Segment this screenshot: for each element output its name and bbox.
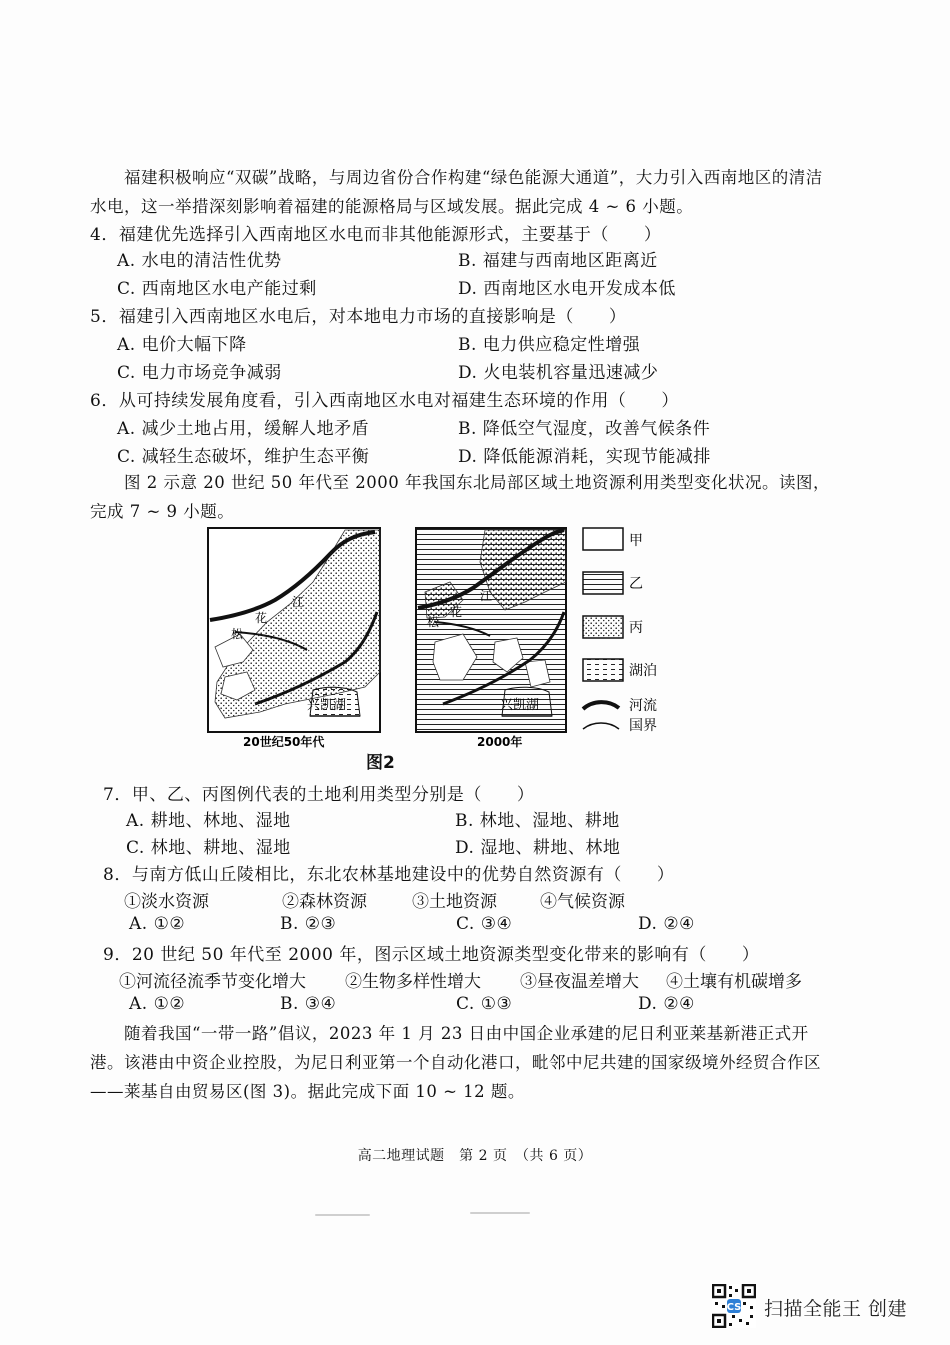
map2-lake-label: 兴凯湖 xyxy=(500,698,540,713)
question-6-option-c: C. 减轻生态破坏，维护生态平衡 xyxy=(117,447,370,467)
question-8-item-3: ③土地资源 xyxy=(412,892,497,912)
question-8-stem: 8．与南方低山丘陵相比，东北农林基地建设中的优势自然资源有（ ） xyxy=(103,865,675,885)
question-5-option-d: D. 火电装机容量迅速减少 xyxy=(458,363,659,383)
map-1950s xyxy=(208,528,380,749)
question-8-option-c: C. ③④ xyxy=(456,914,513,934)
question-4-option-c: C. 西南地区水电产能过剩 xyxy=(117,279,317,299)
page-footer: 高二地理试题 第 2 页 （共 6 页） xyxy=(357,1148,593,1164)
map1-lake-label: 兴凯湖 xyxy=(307,698,347,713)
scanner-watermark-text: 扫描全能王 创建 xyxy=(764,1298,908,1320)
question-5-option-b: B. 电力供应稳定性增强 xyxy=(458,335,641,355)
question-9-option-c: C. ①③ xyxy=(456,994,513,1014)
question-8-option-b: B. ②③ xyxy=(280,914,337,934)
question-6-option-d: D. 降低能源消耗，实现节能减排 xyxy=(458,447,711,467)
question-9-item-4: ④土壤有机碳增多 xyxy=(666,972,802,992)
question-8-item-4: ④气候资源 xyxy=(540,892,625,912)
passage-figure2-intro: 图 2 示意 20 世纪 50 年代至 2000 年我国东北局部区域土地资源利用类型变化状况。读图，完成 7 ~ 9 小题。 xyxy=(90,473,830,521)
figure-2-legend xyxy=(583,528,657,734)
question-5-option-c: C. 电力市场竞争减弱 xyxy=(117,363,282,383)
map2-river-char-jiang: 江 xyxy=(480,589,493,603)
figure-2-land-use-maps xyxy=(195,522,675,772)
question-6-option-b: B. 降低空气湿度，改善气候条件 xyxy=(458,419,711,439)
svg-text:CS: CS xyxy=(726,1302,742,1313)
legend-swatch-bing xyxy=(583,616,623,638)
scan-smudge xyxy=(315,1214,370,1216)
question-8-option-a: A. ①② xyxy=(129,914,186,934)
question-7-option-d: D. 湿地、耕地、林地 xyxy=(455,838,621,858)
qr-code-icon xyxy=(712,1284,756,1328)
question-7-option-c: C. 林地、耕地、湿地 xyxy=(126,838,291,858)
map2-river-char-song: 松 xyxy=(427,615,440,629)
question-7-option-b: B. 林地、湿地、耕地 xyxy=(455,811,620,831)
question-9-stem: 9．20 世纪 50 年代至 2000 年，图示区域土地资源类型变化带来的影响有（ ） xyxy=(103,945,760,965)
question-4-option-b: B. 福建与西南地区距离近 xyxy=(458,251,658,271)
question-5-option-a: A. 电价大幅下降 xyxy=(117,335,247,355)
question-5-stem: 5．福建引入西南地区水电后，对本地电力市场的直接影响是（ ） xyxy=(90,307,627,327)
legend-label-bing: 丙 xyxy=(629,620,643,636)
question-4-option-a: A. 水电的清洁性优势 xyxy=(117,251,282,271)
map1-river-char-song: 松 xyxy=(231,627,244,641)
question-9-item-1: ①河流径流季节变化增大 xyxy=(119,972,306,992)
scan-smudge xyxy=(470,1212,530,1214)
question-9-option-d: D. ②④ xyxy=(638,994,695,1014)
question-9-option-a: A. ①② xyxy=(129,994,186,1014)
map2-caption: 2000年 xyxy=(477,735,523,749)
figure-2-title: 图2 xyxy=(366,753,395,773)
legend-label-jia: 甲 xyxy=(629,533,643,549)
question-8-option-d: D. ②④ xyxy=(638,914,695,934)
legend-label-border: 国界 xyxy=(629,718,657,734)
map1-caption: 20世纪50年代 xyxy=(243,735,325,749)
question-4-option-d: D. 西南地区水电开发成本低 xyxy=(458,279,676,299)
passage-lekki-port: 随着我国“一带一路”倡议，2023 年 1 月 23 日由中国企业承建的尼日利亚莱基新港正式开港。该港由中资企业控股，为尼日利亚第一个自动化港口，毗邻中尼共建的国家级境外经贸合作区——莱基自由贸易区(图 3)。据此完成下面 10 ~ 12 题。 xyxy=(90,1024,821,1101)
question-9-item-2: ②生物多样性增大 xyxy=(345,972,481,992)
question-4-stem: 4．福建优先选择引入西南地区水电而非其他能源形式，主要基于（ ） xyxy=(90,225,662,245)
question-8-item-2: ②森林资源 xyxy=(282,892,367,912)
question-6-option-a: A. 减少土地占用，缓解人地矛盾 xyxy=(117,419,370,439)
question-9-option-b: B. ③④ xyxy=(280,994,337,1014)
legend-swatch-lake xyxy=(583,659,623,681)
legend-swatch-border xyxy=(583,723,619,729)
map-2000 xyxy=(416,528,566,749)
map2-river-char-hua: 花 xyxy=(450,605,463,619)
legend-label-river: 河流 xyxy=(629,698,657,714)
legend-swatch-jia xyxy=(583,528,623,550)
legend-swatch-river xyxy=(583,702,619,709)
legend-label-lake: 湖泊 xyxy=(629,663,657,679)
question-7-option-a: A. 耕地、林地、湿地 xyxy=(126,811,291,831)
legend-label-yi: 乙 xyxy=(629,576,643,592)
question-9-item-3: ③昼夜温差增大 xyxy=(520,972,639,992)
legend-swatch-yi xyxy=(583,572,623,594)
question-8-item-1: ①淡水资源 xyxy=(124,892,209,912)
question-7-stem: 7．甲、乙、丙图例代表的土地利用类型分别是（ ） xyxy=(103,785,535,805)
map1-river-char-hua: 花 xyxy=(255,611,268,625)
passage-fujian: 福建积极响应“双碳”战略，与周边省份合作构建“绿色能源大通道”，大力引入西南地区的清洁水电，这一举措深刻影响着福建的能源格局与区域发展。据此完成 4 ~ 6 小题。 xyxy=(90,168,823,216)
question-6-stem: 6．从可持续发展角度看，引入西南地区水电对福建生态环境的作用（ ） xyxy=(90,391,679,411)
map1-river-char-jiang: 江 xyxy=(292,595,305,609)
